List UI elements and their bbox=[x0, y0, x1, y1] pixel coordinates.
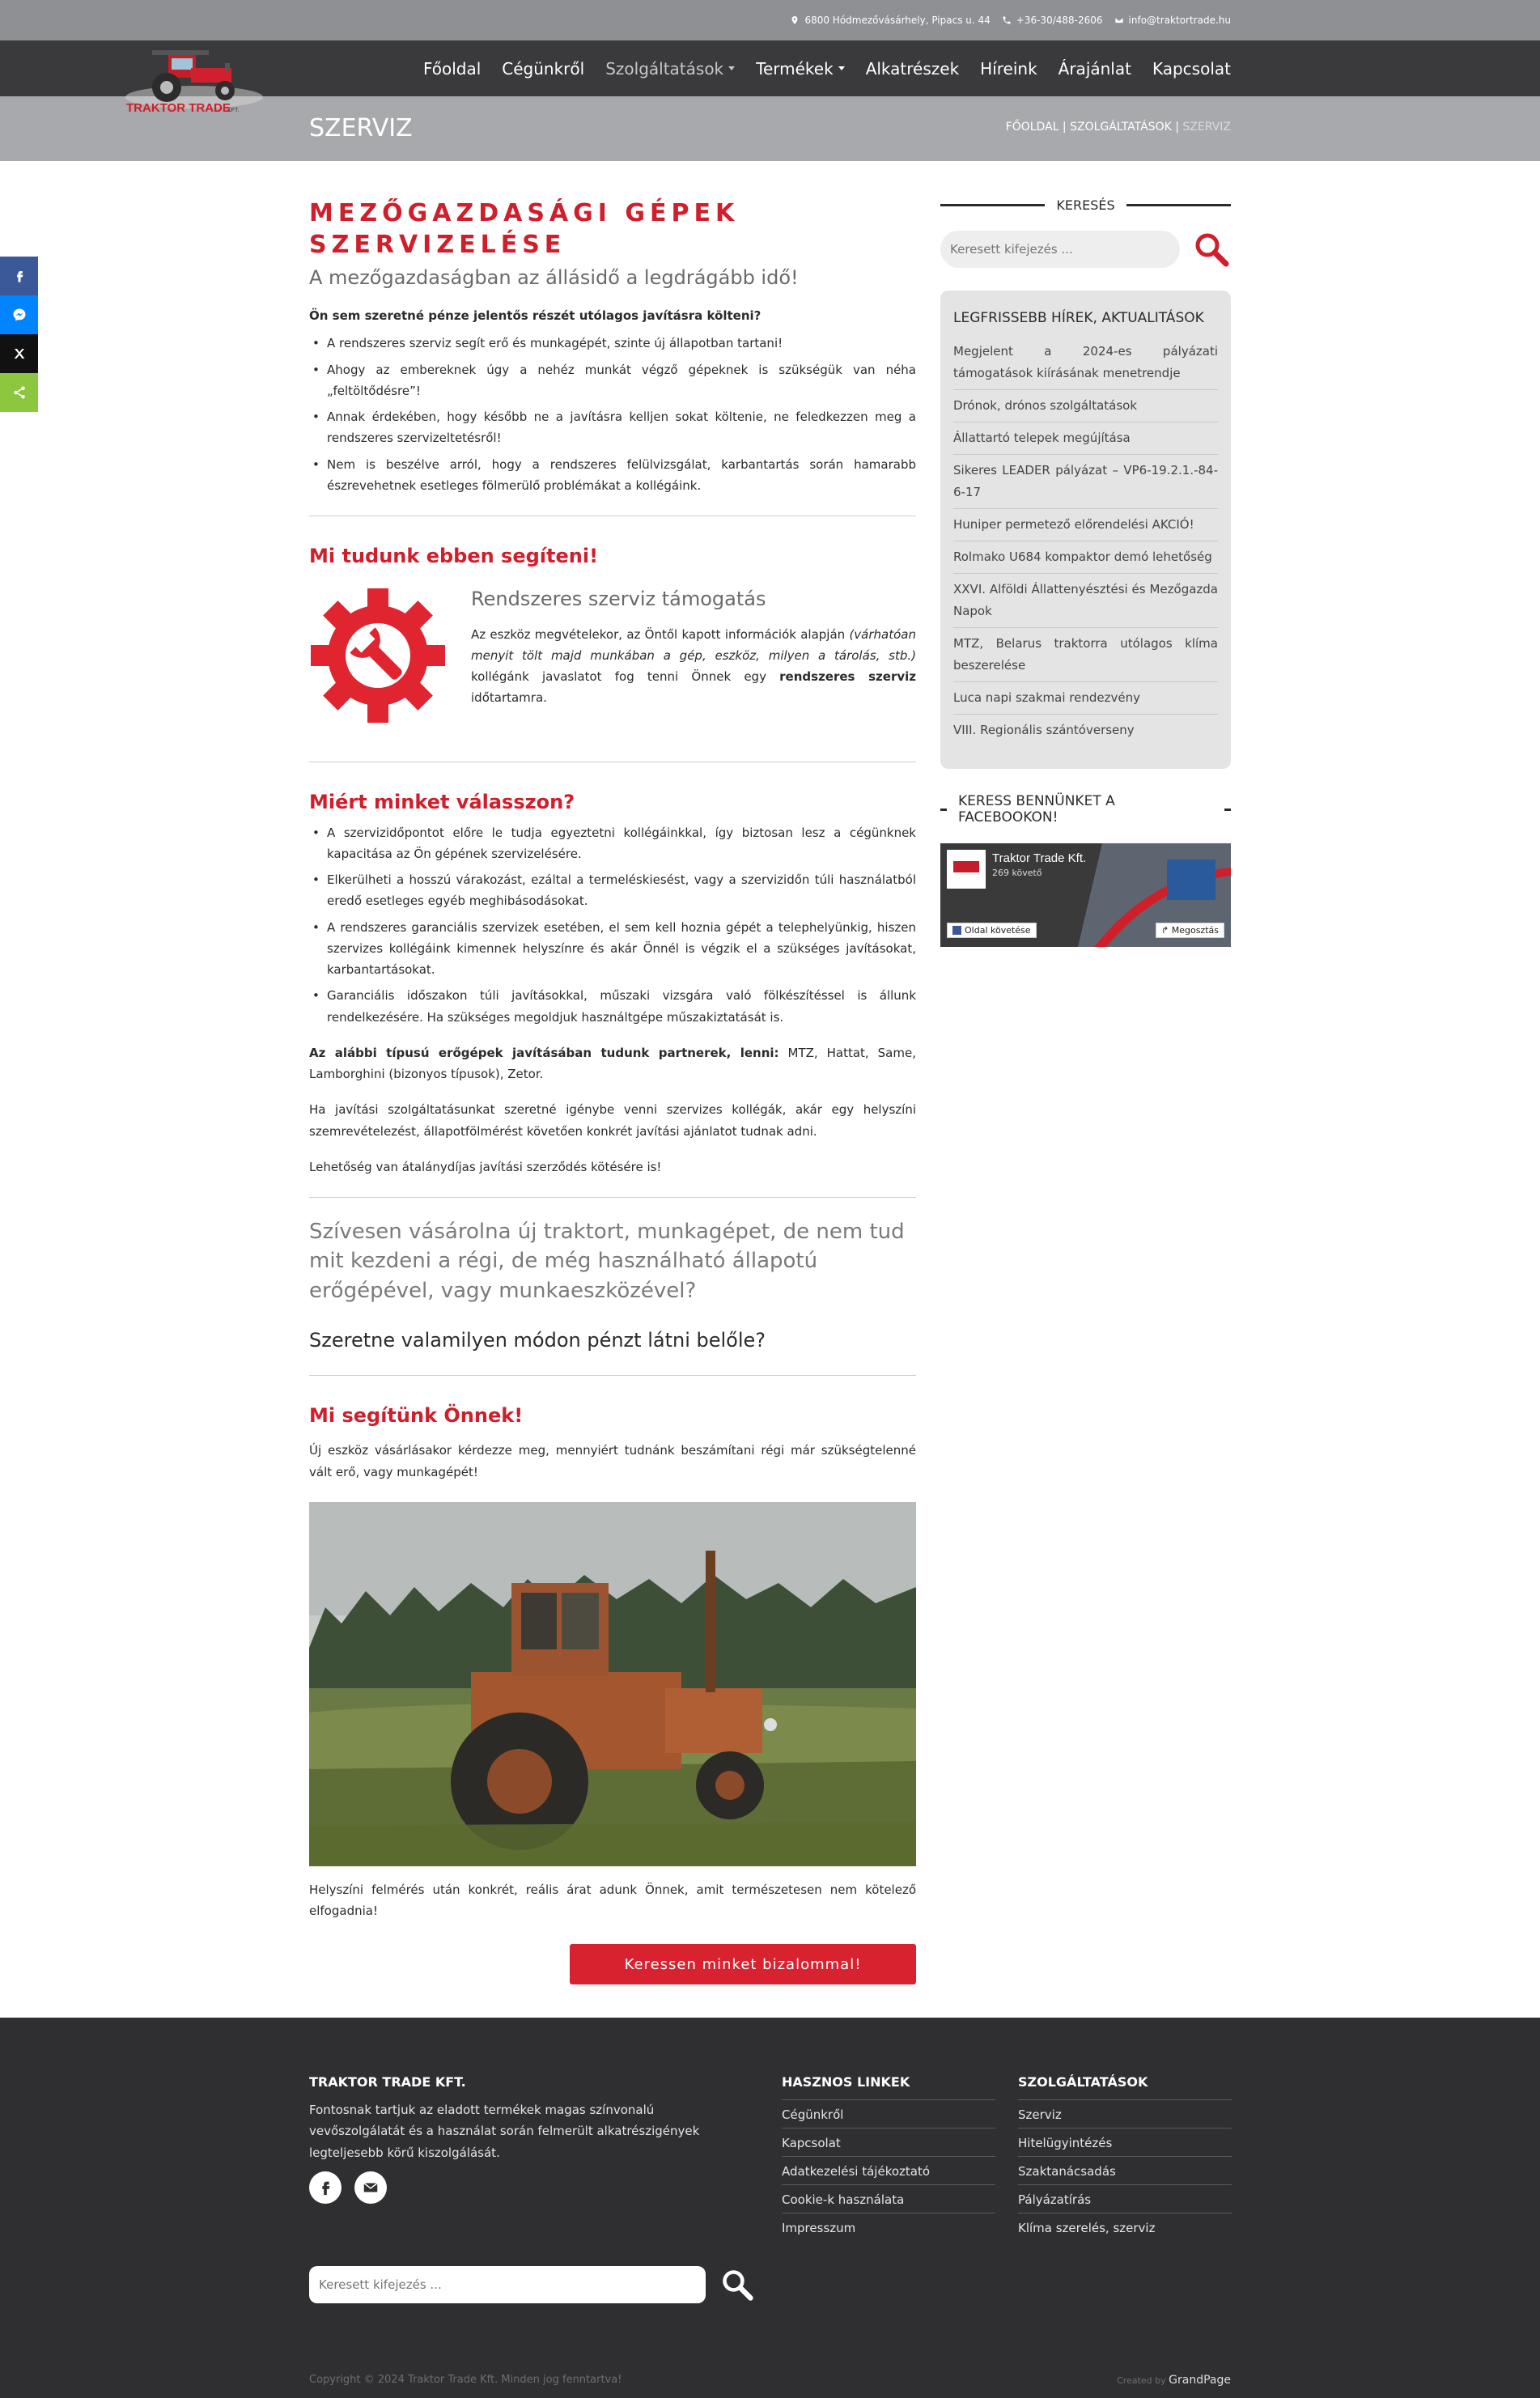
buy-question: Szívesen vásárolna új traktort, munkagépet, de nem tud mit kezdeni a régi, de még használható állapotú erőgépével, vagy munkaeszközével? bbox=[309, 1220, 905, 1303]
social-share-bar bbox=[0, 257, 38, 412]
divider bbox=[309, 1375, 916, 1376]
logo-text: TRAKTOR TRADE bbox=[126, 101, 231, 115]
fb-follow-label: Oldal követése bbox=[965, 925, 1031, 936]
nav-about[interactable] bbox=[502, 59, 584, 79]
intro-question: Ön sem szeretné pénze jelentős részét utólagos javításra költeni? bbox=[309, 308, 762, 324]
nav-home[interactable] bbox=[423, 59, 481, 79]
nav-services-label: Szolgáltatások bbox=[605, 58, 724, 79]
footer-service-link[interactable]: Klíma szerelés, szerviz bbox=[1018, 2221, 1156, 2235]
x-icon bbox=[12, 346, 27, 361]
news-link[interactable]: Állattartó telepek megújítása bbox=[953, 422, 1218, 455]
main-subheading: A mezőgazdaságban az állásidő a legdrágább idő! bbox=[309, 266, 799, 289]
envelope-icon bbox=[362, 2179, 380, 2196]
facebook-widget-heading bbox=[940, 793, 1231, 826]
breadcrumb-services[interactable]: SZOLGÁLTATÁSOK bbox=[1070, 121, 1172, 134]
search-widget-heading bbox=[940, 197, 1231, 213]
creator-link[interactable]: GrandPage bbox=[1169, 2374, 1231, 2387]
news-heading: LEGFRISSEBB HÍREK, AKTUALITÁSOK bbox=[953, 310, 1204, 326]
footer-services-heading: SZOLGÁLTATÁSOK bbox=[1018, 2074, 1232, 2100]
phone-icon bbox=[1002, 15, 1012, 25]
list-item: • Ahogy az embereknek úgy a nehéz munkát végző gépeknek is szükségük van néha „feltöltődésre”! bbox=[309, 359, 916, 402]
news-link[interactable]: Huniper permetező előrendelési AKCIÓ! bbox=[953, 509, 1218, 541]
news-widget bbox=[940, 291, 1231, 769]
news-link[interactable]: Drónok, drónos szolgáltatások bbox=[953, 390, 1218, 422]
footer-link[interactable]: Cookie-k használata bbox=[782, 2185, 995, 2213]
envelope-icon bbox=[1114, 15, 1124, 25]
nav-parts[interactable] bbox=[866, 59, 959, 79]
footer-service-link[interactable]: Pályázatírás bbox=[1018, 2185, 1232, 2213]
share-facebook-button[interactable] bbox=[0, 257, 38, 295]
footer-link[interactable]: Cégünkről bbox=[782, 2100, 995, 2128]
list-item: • Annak érdekében, hogy később ne a javításra kelljen sokat költenie, ne feledkezzen meg a rendszeres szervizeltetésről! bbox=[309, 406, 916, 449]
heading-line bbox=[1126, 204, 1231, 206]
footer bbox=[0, 2018, 1540, 2398]
footer-services bbox=[1018, 2074, 1232, 2241]
news-link[interactable]: MTZ, Belarus traktorra utólagos klíma beszerelése bbox=[953, 628, 1218, 682]
main-content bbox=[309, 197, 916, 1984]
nav-services[interactable] bbox=[605, 59, 735, 79]
phone-text[interactable]: +36-30/488-2606 bbox=[1016, 15, 1103, 26]
footer-search bbox=[309, 2266, 754, 2303]
facebook-page-embed[interactable] bbox=[940, 843, 1231, 947]
main-heading: MEZŐGAZDASÁGI GÉPEK SZERVIZELÉSE bbox=[309, 199, 740, 259]
service-text-bold: rendszeres szerviz bbox=[779, 669, 917, 685]
footer-company-text: Fontosnak tartjuk az eladott termékek magas színvonalú vevőszolgálatát és a használat során felmerült alkatrészigények legteljesebb körű kiszolgálását. bbox=[309, 2103, 700, 2160]
fb-page-name[interactable]: Traktor Trade Kft. bbox=[992, 851, 1087, 865]
copyright: Copyright © 2024 Traktor Trade Kft. Minden jog fenntartva! bbox=[309, 2374, 622, 2386]
facebook-icon bbox=[952, 926, 961, 935]
old-tractor-photo bbox=[309, 1502, 916, 1866]
facebook-icon bbox=[12, 269, 27, 283]
partners-brands: MTZ, Hattat, Same, Lamborghini (bizonyos típusok), Zetor. bbox=[309, 1045, 916, 1082]
repair-paragraph: Ha javítási szolgáltatásunkat szeretné igénybe venni szervizes kollégák, akár egy helyszíni szemrevételezést, állapotfölmérést követően konkrét javítási ajánlatot tudnak adni. bbox=[309, 1102, 916, 1139]
facebook-icon bbox=[316, 2179, 334, 2196]
we-help-paragraph: Új eszköz vásárlásakor kérdezze meg, mennyiért tudnánk beszámítani régi már szükségtelenné vált erő, vagy munkagépét! bbox=[309, 1443, 916, 1479]
fb-followers: 269 követő bbox=[992, 868, 1042, 878]
share-messenger-button[interactable] bbox=[0, 295, 38, 334]
nav-quote-label: Árajánlat bbox=[1058, 58, 1131, 79]
chevron-down-icon bbox=[838, 66, 845, 70]
news-link[interactable]: Rolmako U684 kompaktor demó lehetőség bbox=[953, 541, 1218, 574]
we-help-heading: Mi segítünk Önnek! bbox=[309, 1404, 524, 1428]
service-block bbox=[309, 587, 916, 724]
heading-line bbox=[940, 204, 1045, 206]
list-item: • A rendszeres garanciális szervizek esetében, el sem kell hoznia gépét a telephelyünkig, hiszen szervizes kollégáink kimennek helyszínre és akár Önnél is végzik el a szükséges javításokat, karbantartásokat. bbox=[309, 917, 916, 981]
service-title: Rendszeres szerviz támogatás bbox=[471, 588, 766, 611]
share-arrow-icon: ↱ bbox=[1161, 925, 1172, 936]
sidebar-search-input[interactable] bbox=[940, 231, 1180, 268]
sidebar-search bbox=[940, 231, 1231, 268]
news-link[interactable]: XXVI. Alföldi Állattenyésztési és Mezőgazda Napok bbox=[953, 574, 1218, 628]
footer-link[interactable]: Impresszum bbox=[782, 2221, 856, 2235]
footer-useful-links bbox=[782, 2074, 995, 2241]
list-item: • Elkerülheti a hosszú várakozást, ezáltal a termeléskiesést, vagy a szervizidőn túli használatból eredő esetleges egyéb meghibásodásokat. bbox=[309, 869, 916, 912]
footer-service-link[interactable]: Hitelügyintézés bbox=[1018, 2128, 1232, 2157]
main-menu bbox=[423, 40, 1231, 96]
heading-line bbox=[1224, 809, 1231, 811]
divider bbox=[309, 1197, 916, 1198]
address-text: 6800 Hódmezővásárhely, Pipacs u. 44 bbox=[804, 15, 991, 26]
nav-news-label: Híreink bbox=[980, 58, 1037, 79]
nav-news[interactable] bbox=[980, 59, 1037, 79]
fb-share-button[interactable] bbox=[1156, 923, 1224, 938]
benefits-list bbox=[309, 333, 916, 496]
nav-products-label: Termékek bbox=[756, 58, 834, 79]
email-text[interactable]: info@traktortrade.hu bbox=[1128, 15, 1231, 26]
footer-company-heading: TRAKTOR TRADE KFT. bbox=[309, 2074, 466, 2090]
nav-products[interactable] bbox=[756, 59, 845, 79]
nav-contact[interactable] bbox=[1152, 59, 1231, 79]
service-text-c: időtartamra. bbox=[471, 690, 547, 706]
nav-quote[interactable] bbox=[1058, 59, 1131, 79]
footer-link[interactable]: Adatkezelési tájékoztató bbox=[782, 2157, 995, 2185]
news-link[interactable]: VIII. Regionális szántóverseny bbox=[953, 723, 1135, 737]
service-text bbox=[471, 587, 916, 724]
why-heading: Miért minket válasszon? bbox=[309, 791, 575, 814]
footer-email-link[interactable] bbox=[354, 2171, 387, 2204]
chevron-down-icon bbox=[728, 66, 735, 70]
location-pin-icon bbox=[790, 15, 800, 25]
share-icon bbox=[12, 385, 27, 400]
messenger-icon bbox=[12, 308, 27, 322]
footer-link[interactable]: Kapcsolat bbox=[782, 2128, 995, 2157]
share-x-button[interactable] bbox=[0, 334, 38, 373]
service-text-italic: (várhatóan menyit tölt majd munkában a gép, eszköz, milyen a tárolás, stb.) bbox=[471, 626, 916, 663]
footer-service-link[interactable]: Szaktanácsadás bbox=[1018, 2157, 1232, 2185]
footer-social bbox=[309, 2171, 714, 2204]
nav-contact-label: Kapcsolat bbox=[1152, 58, 1231, 79]
news-link[interactable]: Megjelent a 2024-es pályázati támogatások kiírásának menetrendje bbox=[953, 336, 1218, 390]
breadcrumb-home[interactable]: FŐOLDAL bbox=[1005, 121, 1059, 134]
list-item: • Nem is beszélve arról, hogy a rendszeres felülvizsgálat, karbantartás során hamarabb észrevehetnek esetleges fölmerülő problémákat a kollégáink. bbox=[309, 454, 916, 497]
search-icon[interactable] bbox=[720, 2268, 754, 2302]
breadcrumb-current: SZERVIZ bbox=[1182, 121, 1231, 134]
address-item bbox=[790, 15, 990, 26]
email-item[interactable] bbox=[1114, 15, 1231, 26]
breadcrumb-separator: | bbox=[1062, 121, 1067, 134]
footer-search-input[interactable] bbox=[309, 2266, 706, 2303]
search-heading: KERESÉS bbox=[1056, 197, 1115, 213]
after-photo-paragraph: Helyszíni felmérés után konkrét, reális árat adunk Önnek, amit természetesen nem kötelező elfogadnia! bbox=[309, 1882, 916, 1919]
sidebar bbox=[940, 197, 1231, 947]
list-item: • Garanciális időszakon túli javításokkal, műszaki vizsgára való fölkészítéssel is állunk rendelkezésére. Ha szükséges megoldjuk használtgépe műszakiztatását is. bbox=[309, 985, 916, 1028]
logo-suffix: KFT. bbox=[227, 108, 240, 113]
partners-paragraph bbox=[309, 1042, 916, 1085]
search-icon[interactable] bbox=[1193, 231, 1230, 268]
facebook-heading: KERESS BENNÜNKET A FACEBOOKON! bbox=[958, 793, 1115, 826]
list-item: • A rendszeres szerviz segít erő és munkagépét, szinte új állapotban tartani! bbox=[309, 333, 916, 354]
creator-credit bbox=[1117, 2374, 1231, 2387]
fb-follow-button[interactable] bbox=[947, 923, 1037, 938]
money-question: Szeretne valamilyen módon pénzt látni belőle? bbox=[309, 1329, 766, 1352]
news-link[interactable]: Sikeres LEADER pályázat – VP6-19.2.1.-84-6-17 bbox=[953, 455, 1218, 509]
footer-service-link[interactable]: Szerviz bbox=[1018, 2100, 1232, 2128]
main-navbar bbox=[0, 40, 1540, 115]
nav-about-label: Cégünkről bbox=[502, 58, 585, 79]
service-text-a: Az eszköz megvételekor, az Öntől kapott információk alapján bbox=[471, 626, 850, 642]
service-paragraph bbox=[471, 624, 916, 709]
news-link[interactable]: Luca napi szakmai rendezvény bbox=[953, 682, 1218, 715]
nav-home-label: Főoldal bbox=[422, 58, 482, 79]
traktor-trade-logo[interactable] bbox=[120, 40, 265, 117]
fb-share-label: Megosztás bbox=[1171, 925, 1219, 936]
top-contact-bar bbox=[0, 0, 1540, 40]
footer-company bbox=[309, 2074, 714, 2204]
phone-item[interactable] bbox=[1002, 15, 1103, 26]
reasons-list bbox=[309, 822, 916, 1028]
created-by-label: Created by bbox=[1117, 2375, 1166, 2386]
share-generic-button[interactable] bbox=[0, 373, 38, 412]
service-text-b: kollégánk javaslatot fog tenni Önnek egy bbox=[471, 669, 780, 685]
contract-paragraph: Lehetőség van átalánydíjas javítási szerződés kötésére is! bbox=[309, 1159, 662, 1174]
footer-facebook-link[interactable] bbox=[309, 2171, 342, 2204]
help-heading: Mi tudunk ebben segíteni! bbox=[309, 545, 599, 568]
list-item: • A szervizidőpontot előre le tudja egyeztetni kollégáinkkal, így biztosan lesz a cégünknek kapacitása az Ön gépének szervizelésére. bbox=[309, 822, 916, 865]
partners-bold: Az alábbi típusú erőgépek javításában tudunk partnerek, lenni: bbox=[309, 1045, 779, 1060]
nav-parts-label: Alkatrészek bbox=[865, 58, 960, 79]
heading-line bbox=[940, 809, 947, 811]
footer-links-heading: HASZNOS LINKEK bbox=[782, 2074, 995, 2100]
wrench-gear-icon bbox=[309, 587, 447, 724]
breadcrumb bbox=[1006, 121, 1231, 134]
page-title: SZERVIZ bbox=[309, 114, 413, 142]
contact-us-button[interactable]: Keressen minket bizalommal! bbox=[570, 1944, 916, 1984]
breadcrumb-separator: | bbox=[1175, 121, 1179, 134]
